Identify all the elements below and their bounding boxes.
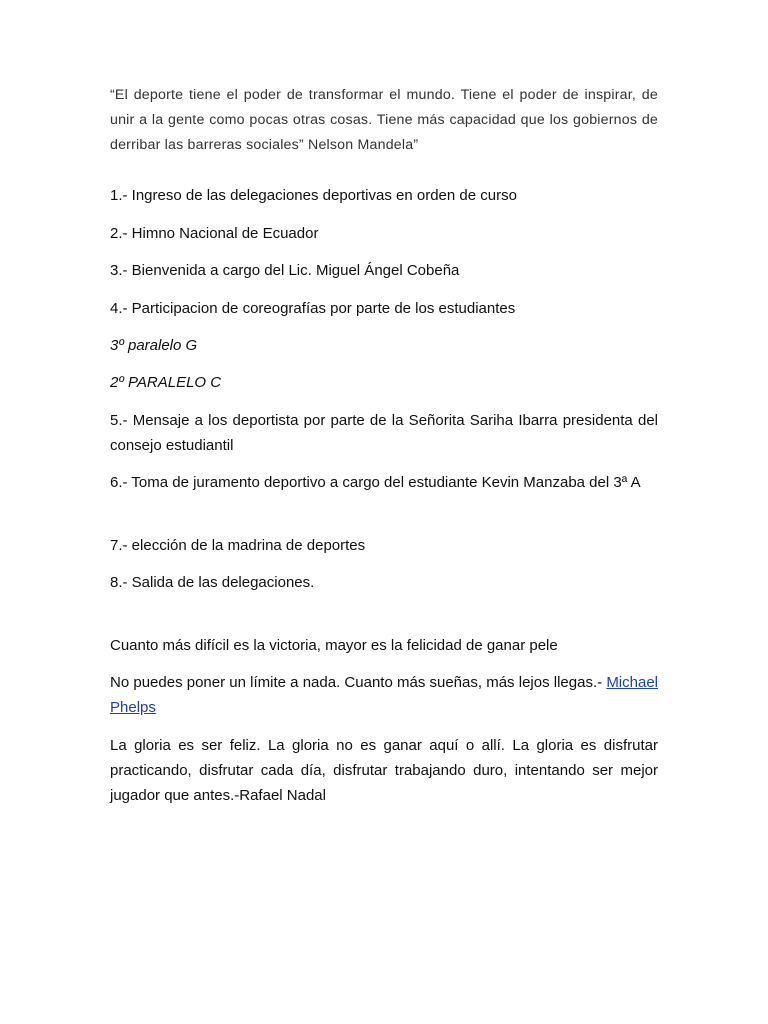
- phelps-quote: [110, 670, 658, 720]
- program-subitem-g: 3º paralelo G: [110, 337, 198, 354]
- program-item-6: 6.- Toma de juramento deportivo a cargo del estudiante Kevin Manzaba del 3ª A: [110, 474, 641, 491]
- program-item-8: 8.- Salida de las delegaciones.: [110, 574, 315, 591]
- program-item-7: 7.- elección de la madrina de deportes: [110, 537, 366, 554]
- mandela-quote: “El deporte tiene el poder de transformar el mundo. Tiene el poder de inspirar, de unir a la gente como pocas otras cosas. Tiene más capacidad que los gobiernos de derribar las barreras sociales” Nelson Mandela”: [110, 87, 658, 153]
- program-item-2: 2.- Himno Nacional de Ecuador: [110, 225, 319, 242]
- pele-quote: Cuanto más difícil es la victoria, mayor es la felicidad de ganar pele: [110, 637, 558, 654]
- michael-phelps-link[interactable]: Michael Phelps: [110, 674, 658, 716]
- program-item-3: 3.- Bienvenida a cargo del Lic. Miguel Ángel Cobeña: [110, 262, 460, 279]
- program-item-4: 4.- Participacion de coreografías por parte de los estudiantes: [110, 300, 516, 317]
- program-item-1: 1.- Ingreso de las delegaciones deportivas en orden de curso: [110, 187, 517, 204]
- nadal-quote: La gloria es ser feliz. La gloria no es ganar aquí o allí. La gloria es disfrutar practicando, disfrutar cada día, disfrutar trabajando duro, intentando ser mejor jugador que antes.-Rafael Nadal: [110, 737, 658, 804]
- program-item-5: 5.- Mensaje a los deportista por parte de la Señorita Sariha Ibarra presidenta del consejo estudiantil: [110, 412, 658, 454]
- program-subitem-c: 2º PARALELO C: [110, 374, 222, 391]
- phelps-quote-text: No puedes poner un límite a nada. Cuanto más sueñas, más lejos llegas.-: [110, 674, 603, 691]
